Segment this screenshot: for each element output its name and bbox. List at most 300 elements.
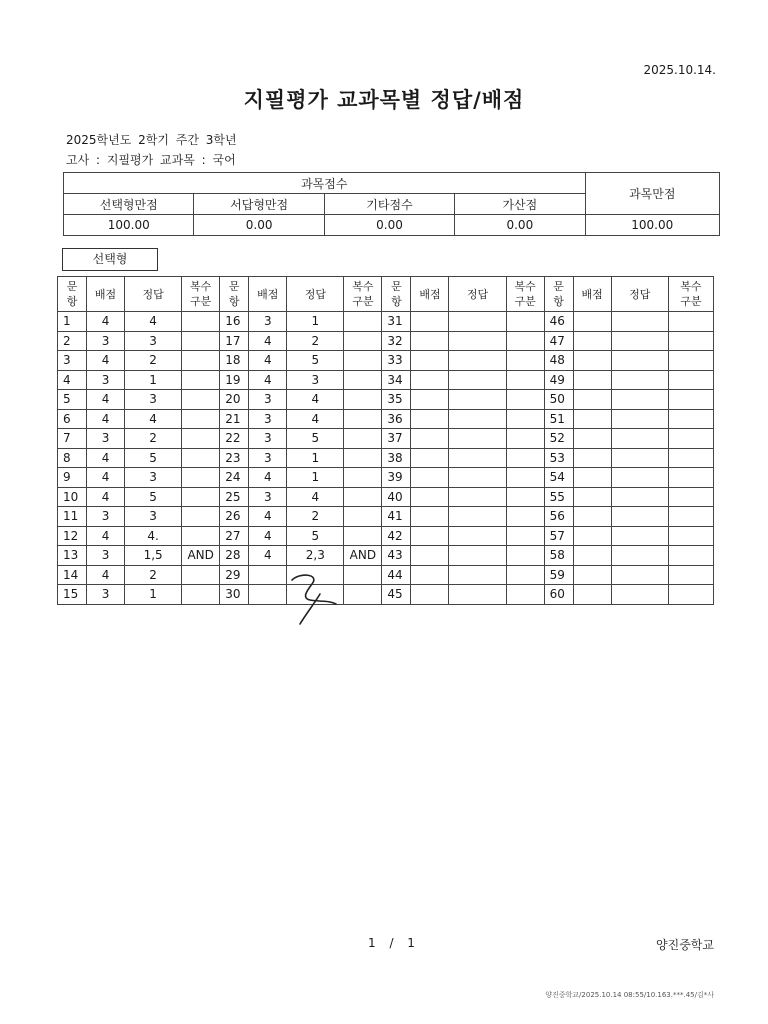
- points-cell: [411, 429, 449, 449]
- answer-cell: [449, 390, 506, 410]
- question-number-cell: 49: [544, 370, 573, 390]
- question-number-cell: 56: [544, 507, 573, 527]
- question-number-cell: 47: [544, 331, 573, 351]
- answer-header: 정답: [449, 277, 506, 312]
- print-footer-info: 양진중학교/2025.10.14 08:55/10.163.***.45/김*사: [545, 991, 714, 999]
- bonus-header: 가산점: [455, 194, 585, 215]
- q-header-line: 문: [228, 280, 240, 293]
- q-header-line: 문: [391, 280, 402, 293]
- question-number-cell: 57: [544, 526, 573, 546]
- question-number-cell: 12: [58, 526, 87, 546]
- multi-type-cell: [344, 468, 382, 488]
- q-header: [382, 277, 411, 312]
- answer-cell: 2: [287, 507, 344, 527]
- multi-type-cell: [344, 351, 382, 371]
- multi-type-cell: [182, 331, 220, 351]
- table-row: [58, 370, 714, 390]
- answer-cell: 1: [287, 448, 344, 468]
- answer-cell: [611, 487, 668, 507]
- table-row: [58, 409, 714, 429]
- multi-type-cell: [182, 487, 220, 507]
- answer-cell: 5: [125, 487, 182, 507]
- question-number-cell: 37: [382, 429, 411, 449]
- answer-cell: 3: [125, 390, 182, 410]
- points-cell: 4: [87, 526, 125, 546]
- answer-header: 정답: [287, 277, 344, 312]
- points-header: 배점: [411, 277, 449, 312]
- question-number-cell: 54: [544, 468, 573, 488]
- question-number-cell: 34: [382, 370, 411, 390]
- table-row: [58, 448, 714, 468]
- answer-cell: 1: [125, 370, 182, 390]
- page-number: 1 / 1: [368, 936, 415, 950]
- question-number-cell: 58: [544, 546, 573, 566]
- answer-cell: [611, 390, 668, 410]
- question-number-cell: 32: [382, 331, 411, 351]
- question-number-cell: 35: [382, 390, 411, 410]
- multi-header: [668, 277, 713, 312]
- multi-type-cell: [668, 351, 713, 371]
- points-cell: [573, 370, 611, 390]
- points-cell: [411, 351, 449, 371]
- q-header-line: 문: [66, 280, 78, 293]
- points-cell: [573, 487, 611, 507]
- multi-type-cell: [506, 468, 544, 488]
- question-number-cell: 36: [382, 409, 411, 429]
- multi-type-cell: [668, 312, 713, 332]
- answer-cell: 4: [287, 390, 344, 410]
- multi-type-cell: [506, 487, 544, 507]
- points-cell: 4: [249, 351, 287, 371]
- multi-type-cell: [668, 331, 713, 351]
- points-cell: [411, 526, 449, 546]
- points-cell: 3: [249, 448, 287, 468]
- answer-cell: 5: [287, 429, 344, 449]
- answer-cell: [611, 507, 668, 527]
- print-date: 2025.10.14.: [643, 63, 716, 77]
- multi-type-cell: [668, 370, 713, 390]
- multi-header: [182, 277, 220, 312]
- points-cell: 3: [87, 507, 125, 527]
- points-cell: [573, 312, 611, 332]
- answer-key-table: [57, 276, 714, 605]
- answer-cell: [611, 565, 668, 585]
- points-cell: 4: [249, 546, 287, 566]
- answer-cell: 5: [287, 526, 344, 546]
- points-cell: [411, 312, 449, 332]
- table-row: [58, 565, 714, 585]
- question-number-cell: 52: [544, 429, 573, 449]
- question-number-cell: 41: [382, 507, 411, 527]
- question-number-cell: 46: [544, 312, 573, 332]
- question-number-cell: 43: [382, 546, 411, 566]
- multi-header-line: 구분: [352, 295, 374, 308]
- answer-cell: [449, 526, 506, 546]
- answer-cell: [449, 331, 506, 351]
- table-row: [58, 390, 714, 410]
- multi-header-line: 복수: [352, 280, 374, 293]
- answer-cell: [449, 565, 506, 585]
- answer-cell: [611, 312, 668, 332]
- multi-header-line: 구분: [190, 295, 212, 308]
- points-cell: 3: [249, 429, 287, 449]
- subject-score-header: 과목점수: [64, 173, 586, 194]
- other-score-header: 기타점수: [324, 194, 454, 215]
- question-number-cell: 1: [58, 312, 87, 332]
- answer-cell: [449, 409, 506, 429]
- multi-type-cell: [506, 585, 544, 605]
- answer-cell: [611, 409, 668, 429]
- multi-type-cell: [506, 312, 544, 332]
- multi-type-cell: [668, 585, 713, 605]
- question-number-cell: 5: [58, 390, 87, 410]
- question-number-cell: 18: [220, 351, 249, 371]
- essay-max-value: 0.00: [194, 215, 324, 236]
- question-number-cell: 59: [544, 565, 573, 585]
- points-cell: 4: [249, 370, 287, 390]
- points-cell: 4: [87, 565, 125, 585]
- points-cell: [573, 468, 611, 488]
- question-number-cell: 8: [58, 448, 87, 468]
- multi-type-cell: [182, 468, 220, 488]
- multi-type-cell: [668, 565, 713, 585]
- other-score-value: 0.00: [324, 215, 454, 236]
- multi-type-cell: [506, 448, 544, 468]
- answer-cell: 1,5: [125, 546, 182, 566]
- points-cell: [573, 526, 611, 546]
- points-cell: 4: [87, 351, 125, 371]
- answer-cell: 4: [125, 312, 182, 332]
- question-number-cell: 51: [544, 409, 573, 429]
- points-cell: 4: [87, 312, 125, 332]
- answer-cell: [611, 351, 668, 371]
- multi-type-cell: [182, 507, 220, 527]
- answer-cell: 4: [125, 409, 182, 429]
- points-cell: 4: [87, 409, 125, 429]
- multi-type-cell: [182, 351, 220, 371]
- q-header: [544, 277, 573, 312]
- section-label: 선택형: [62, 248, 158, 271]
- score-summary-table: [63, 172, 720, 236]
- answer-table-body: [58, 312, 714, 605]
- question-number-cell: 3: [58, 351, 87, 371]
- question-number-cell: 40: [382, 487, 411, 507]
- answer-header-row: [58, 277, 714, 312]
- points-header: 배점: [87, 277, 125, 312]
- multi-header-line: 복수: [190, 280, 212, 293]
- multi-type-cell: [344, 526, 382, 546]
- points-cell: 3: [249, 312, 287, 332]
- multi-type-cell: [182, 370, 220, 390]
- question-number-cell: 22: [220, 429, 249, 449]
- question-number-cell: 60: [544, 585, 573, 605]
- question-number-cell: 19: [220, 370, 249, 390]
- points-cell: 4: [249, 526, 287, 546]
- points-cell: 3: [87, 370, 125, 390]
- answer-cell: 1: [287, 468, 344, 488]
- answer-cell: [449, 370, 506, 390]
- question-number-cell: 24: [220, 468, 249, 488]
- question-number-cell: 53: [544, 448, 573, 468]
- points-cell: 3: [249, 409, 287, 429]
- answer-cell: [611, 370, 668, 390]
- answer-cell: [611, 468, 668, 488]
- points-cell: [411, 370, 449, 390]
- question-number-cell: 50: [544, 390, 573, 410]
- question-number-cell: 30: [220, 585, 249, 605]
- question-number-cell: 14: [58, 565, 87, 585]
- essay-max-header: 서답형만점: [194, 194, 324, 215]
- q-header-line: 항: [553, 295, 564, 308]
- question-number-cell: 42: [382, 526, 411, 546]
- points-cell: [411, 409, 449, 429]
- answer-cell: [611, 429, 668, 449]
- multi-type-cell: [668, 409, 713, 429]
- question-number-cell: 13: [58, 546, 87, 566]
- answer-cell: 3: [125, 468, 182, 488]
- multi-header-line: 복수: [514, 280, 536, 293]
- question-number-cell: 27: [220, 526, 249, 546]
- answer-header: 정답: [611, 277, 668, 312]
- answer-cell: [611, 331, 668, 351]
- question-number-cell: 6: [58, 409, 87, 429]
- table-row: [58, 429, 714, 449]
- points-cell: [573, 331, 611, 351]
- multi-type-cell: [506, 546, 544, 566]
- q-header: [220, 277, 249, 312]
- points-cell: 3: [87, 331, 125, 351]
- multi-type-cell: [182, 312, 220, 332]
- points-cell: 4: [87, 448, 125, 468]
- answer-cell: 2,3: [287, 546, 344, 566]
- answer-cell: [449, 546, 506, 566]
- answer-cell: 3: [287, 370, 344, 390]
- multi-type-cell: [668, 468, 713, 488]
- answer-cell: [611, 546, 668, 566]
- bonus-value: 0.00: [455, 215, 585, 236]
- question-number-cell: 25: [220, 487, 249, 507]
- answer-table-header: [58, 277, 714, 312]
- answer-cell: [449, 448, 506, 468]
- multi-type-cell: [668, 429, 713, 449]
- school-name: 양진중학교: [656, 938, 714, 952]
- question-number-cell: 29: [220, 565, 249, 585]
- points-cell: [573, 507, 611, 527]
- multi-type-cell: [506, 526, 544, 546]
- points-cell: 3: [87, 546, 125, 566]
- multi-type-cell: AND: [344, 546, 382, 566]
- question-number-cell: 2: [58, 331, 87, 351]
- multi-type-cell: [182, 585, 220, 605]
- table-row: [58, 526, 714, 546]
- answer-cell: 2: [125, 351, 182, 371]
- points-cell: [411, 487, 449, 507]
- table-row: [58, 546, 714, 566]
- points-cell: [411, 468, 449, 488]
- multi-type-cell: [182, 565, 220, 585]
- multi-type-cell: [344, 409, 382, 429]
- points-cell: 4: [87, 390, 125, 410]
- question-number-cell: 31: [382, 312, 411, 332]
- q-header-line: 문: [553, 280, 564, 293]
- q-header-line: 항: [391, 295, 402, 308]
- points-cell: [573, 390, 611, 410]
- answer-cell: 4.: [125, 526, 182, 546]
- points-header: 배점: [249, 277, 287, 312]
- table-row: [58, 351, 714, 371]
- points-cell: [411, 448, 449, 468]
- points-cell: [411, 331, 449, 351]
- points-cell: 4: [249, 331, 287, 351]
- multi-header-line: 구분: [514, 295, 536, 308]
- subject-max-value: 100.00: [585, 215, 719, 236]
- answer-cell: 4: [287, 409, 344, 429]
- question-number-cell: 44: [382, 565, 411, 585]
- answer-cell: [611, 448, 668, 468]
- multi-type-cell: [506, 409, 544, 429]
- answer-cell: [611, 526, 668, 546]
- mc-max-header: 선택형만점: [64, 194, 194, 215]
- term-info: 2025학년도 2학기 주간 3학년: [66, 133, 237, 147]
- question-number-cell: 28: [220, 546, 249, 566]
- multi-type-cell: [668, 546, 713, 566]
- q-header: [58, 277, 87, 312]
- multi-type-cell: [668, 526, 713, 546]
- answer-cell: 5: [287, 351, 344, 371]
- handwritten-mark: [280, 570, 350, 630]
- table-row: [58, 312, 714, 332]
- multi-header-line: 복수: [680, 280, 702, 293]
- multi-type-cell: [344, 390, 382, 410]
- question-number-cell: 55: [544, 487, 573, 507]
- multi-type-cell: [506, 331, 544, 351]
- points-cell: 4: [87, 487, 125, 507]
- multi-type-cell: [506, 507, 544, 527]
- question-number-cell: 15: [58, 585, 87, 605]
- multi-type-cell: [506, 390, 544, 410]
- question-number-cell: 7: [58, 429, 87, 449]
- page-title: 지필평가 교과목별 정답/배점: [243, 88, 525, 112]
- table-row: [58, 507, 714, 527]
- question-number-cell: 16: [220, 312, 249, 332]
- answer-cell: [449, 312, 506, 332]
- multi-type-cell: [668, 487, 713, 507]
- table-row: [58, 468, 714, 488]
- question-number-cell: 33: [382, 351, 411, 371]
- question-number-cell: 26: [220, 507, 249, 527]
- question-number-cell: 4: [58, 370, 87, 390]
- question-number-cell: 39: [382, 468, 411, 488]
- answer-cell: 2: [287, 331, 344, 351]
- multi-type-cell: [506, 370, 544, 390]
- points-cell: [573, 585, 611, 605]
- multi-type-cell: [668, 448, 713, 468]
- exam-info: 고사 : 지필평가 교과목 : 국어: [66, 153, 236, 167]
- answer-cell: 3: [125, 507, 182, 527]
- table-row: [58, 487, 714, 507]
- points-cell: [411, 507, 449, 527]
- multi-type-cell: [182, 429, 220, 449]
- answer-cell: 2: [125, 429, 182, 449]
- question-number-cell: 23: [220, 448, 249, 468]
- answer-cell: [611, 585, 668, 605]
- multi-type-cell: [506, 351, 544, 371]
- question-number-cell: 20: [220, 390, 249, 410]
- multi-type-cell: [344, 448, 382, 468]
- answer-cell: 3: [125, 331, 182, 351]
- multi-type-cell: [344, 312, 382, 332]
- subject-max-header: 과목만점: [585, 173, 719, 215]
- question-number-cell: 45: [382, 585, 411, 605]
- points-cell: [411, 390, 449, 410]
- points-cell: [411, 546, 449, 566]
- multi-type-cell: [182, 526, 220, 546]
- answer-header: 정답: [125, 277, 182, 312]
- question-number-cell: 38: [382, 448, 411, 468]
- points-cell: [573, 409, 611, 429]
- question-number-cell: 17: [220, 331, 249, 351]
- multi-type-cell: [182, 448, 220, 468]
- multi-type-cell: [506, 429, 544, 449]
- multi-type-cell: [344, 429, 382, 449]
- multi-type-cell: AND: [182, 546, 220, 566]
- question-number-cell: 9: [58, 468, 87, 488]
- question-number-cell: 48: [544, 351, 573, 371]
- answer-cell: [449, 487, 506, 507]
- question-number-cell: 11: [58, 507, 87, 527]
- answer-cell: [449, 468, 506, 488]
- question-number-cell: 10: [58, 487, 87, 507]
- points-cell: [573, 429, 611, 449]
- multi-header: [506, 277, 544, 312]
- points-cell: [411, 565, 449, 585]
- points-cell: [573, 351, 611, 371]
- q-header-line: 항: [228, 295, 240, 308]
- points-cell: [573, 565, 611, 585]
- table-row: [58, 331, 714, 351]
- answer-cell: 1: [287, 312, 344, 332]
- points-cell: [573, 546, 611, 566]
- points-cell: [411, 585, 449, 605]
- multi-type-cell: [344, 370, 382, 390]
- points-cell: 3: [249, 487, 287, 507]
- multi-type-cell: [506, 565, 544, 585]
- multi-type-cell: [182, 409, 220, 429]
- answer-cell: 4: [287, 487, 344, 507]
- mc-max-value: 100.00: [64, 215, 194, 236]
- multi-type-cell: [668, 390, 713, 410]
- answer-cell: 5: [125, 448, 182, 468]
- question-number-cell: 21: [220, 409, 249, 429]
- points-cell: 3: [87, 429, 125, 449]
- points-header: 배점: [573, 277, 611, 312]
- points-cell: [573, 448, 611, 468]
- multi-type-cell: [182, 390, 220, 410]
- answer-cell: [449, 507, 506, 527]
- multi-type-cell: [668, 507, 713, 527]
- answer-cell: [449, 585, 506, 605]
- points-cell: 4: [249, 507, 287, 527]
- multi-type-cell: [344, 507, 382, 527]
- answer-cell: 2: [125, 565, 182, 585]
- table-row: [58, 585, 714, 605]
- answer-cell: [449, 351, 506, 371]
- points-cell: 4: [249, 468, 287, 488]
- q-header-line: 항: [66, 295, 78, 308]
- answer-cell: [449, 429, 506, 449]
- multi-header-line: 구분: [680, 295, 702, 308]
- multi-header: [344, 277, 382, 312]
